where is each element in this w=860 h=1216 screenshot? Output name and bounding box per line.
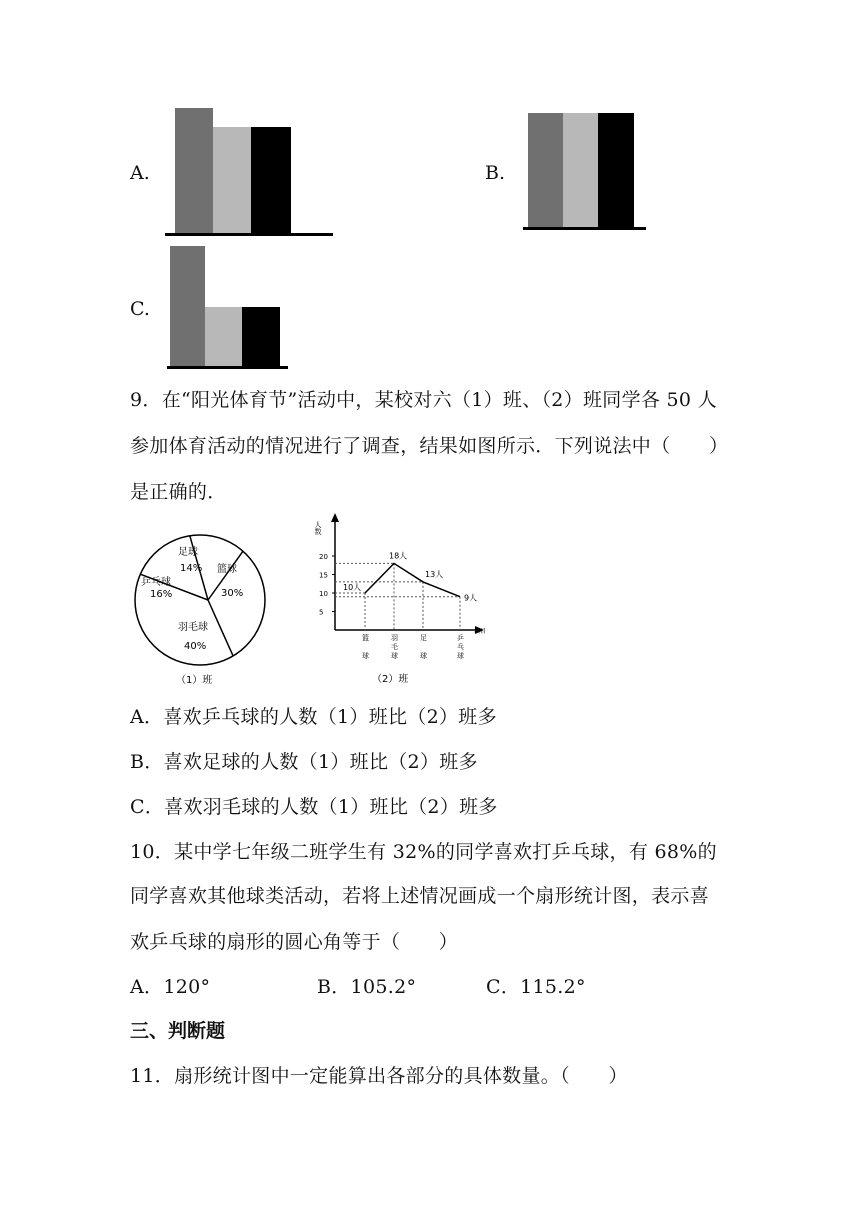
option-c-bar-3: [242, 307, 280, 366]
option-b-baseline: [523, 227, 646, 230]
option-a-label: A.: [130, 162, 150, 184]
q9-line-1: 9．在“阳光体育节”活动中，某校对六（1）班、（2）班同学各 50 人: [130, 389, 717, 411]
pie-label-badminton: 羽毛球: [178, 622, 208, 633]
option-a-baseline: [165, 233, 333, 236]
q10-option-c: C．115.2°: [486, 976, 586, 998]
x-category-label: 足球: [420, 634, 427, 660]
x-axis-label: 项目: [474, 628, 487, 635]
option-b-bar-3: [598, 113, 634, 228]
pie-chart: [130, 525, 280, 695]
pie-pct-basketball: 30%: [221, 588, 244, 599]
q11-line-1: 11．扇形统计图中一定能算出各部分的具体数量。（ ）: [130, 1065, 628, 1087]
q9-option-c: C．喜欢羽毛球的人数（1）班比（2）班多: [130, 796, 498, 818]
series-line: [365, 563, 460, 596]
option-c-bar-1: [170, 246, 205, 366]
option-c-bar-2: [205, 307, 242, 366]
option-b-bar-2: [563, 113, 598, 228]
y-tick-label: 10: [319, 590, 328, 598]
q10-option-a: A．120°: [130, 976, 211, 998]
value-label: 13人: [425, 569, 444, 579]
pie-caption: （1）班: [176, 675, 213, 686]
y-axis-arrow: [331, 513, 339, 522]
option-a-bar-1: [175, 108, 213, 233]
section-title: 三、判断题: [130, 1020, 226, 1042]
q9-line-3: 是正确的．: [130, 481, 227, 503]
option-a-bar-3: [251, 127, 291, 233]
q10-line-3: 欢乒乓球的扇形的圆心角等于（ ）: [130, 931, 459, 953]
pie-pct-football: 14%: [180, 563, 203, 574]
option-b-label: B.: [485, 162, 506, 184]
line-caption: （2）班: [372, 674, 409, 685]
pie-pct-badminton: 40%: [184, 641, 207, 652]
q9-option-b: B．喜欢足球的人数（1）班比（2）班多: [130, 751, 478, 773]
pie-label-basketball: 篮球: [217, 564, 237, 575]
pie-label-pingpong: 乒乓球: [141, 577, 171, 588]
value-label: 10人: [343, 583, 362, 592]
option-a-bar-2: [213, 127, 251, 233]
x-category-label: 羽毛球: [391, 634, 398, 660]
y-tick-label: 15: [319, 571, 328, 580]
y-tick-label: 20: [319, 553, 328, 561]
pie-label-football: 足球: [178, 547, 198, 558]
x-category-label: 篮球: [362, 634, 369, 660]
option-c-label: C.: [130, 298, 150, 320]
value-label: 9人: [464, 593, 478, 603]
pie-pct-pingpong: 16%: [150, 589, 173, 600]
option-c-baseline: [167, 366, 288, 369]
q9-option-a: A．喜欢乒乓球的人数（1）班比（2）班多: [130, 706, 497, 728]
q10-line-1: 10．某中学七年级二班学生有 32%的同学喜欢打乒乓球，有 68%的: [130, 841, 717, 863]
y-tick-label: 5: [319, 608, 324, 617]
x-category-label: 乒乓球: [457, 634, 464, 660]
q10-option-b: B．105.2°: [317, 976, 417, 998]
y-axis-label: 人数: [314, 521, 322, 535]
q10-line-2: 同学喜欢其他球类活动，若将上述情况画成一个扇形统计图，表示喜: [130, 885, 710, 907]
option-b-bar-1: [528, 113, 563, 228]
line-chart: [310, 510, 500, 695]
value-label: 18人: [389, 551, 408, 561]
q9-line-2: 参加体育活动的情况进行了调查，结果如图所示．下列说法中（ ）: [130, 435, 729, 457]
